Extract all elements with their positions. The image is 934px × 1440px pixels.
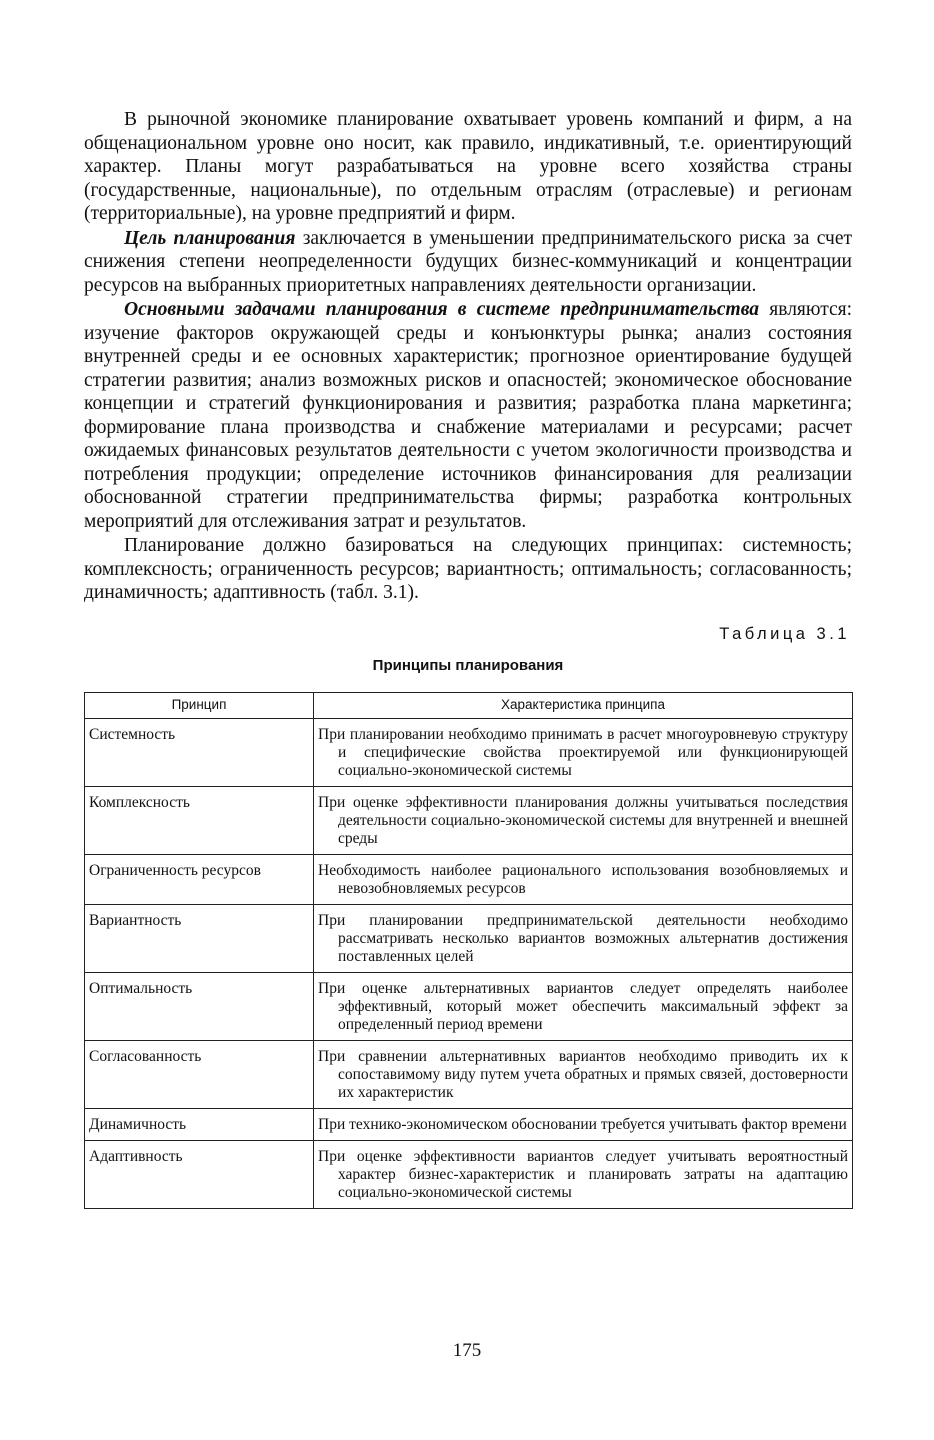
principles-table [84,692,853,1209]
table-row [85,718,853,786]
principle-cell: Вариантность [85,904,314,972]
paragraph-text: В рыночной экономике планирование охватывает уровень компаний и фирм, а на общенациональном уровне оно носит, как правило, индикативный, т.е. ориентирующий характер. Планы могут разрабатываться на уровне всего хозяйства страны (государственные, национальные), по отдельным отраслям (отраслевые) и регионам (территориальные), на уровне предприятий и фирм. [84,109,852,224]
characteristic-cell: При планировании необходимо принимать в расчет многоуровневую структуру и специфические свойства проектируемой или функционирующей социально-экономической системы [314,718,853,786]
characteristic-cell: При оценке эффективности планирования должны учитываться последствия деятельности социально-экономической системы для внутренней и внешней среды [314,786,853,854]
principle-cell: Системность [85,718,314,786]
table-row [85,904,853,972]
table-header-row [85,692,853,718]
table-number: Таблица 3.1 [719,624,850,643]
table-header [85,692,853,718]
paragraph-lead-term: Цель планирования [124,227,296,249]
paragraph-planning-goal [84,227,852,298]
table-title: Принципы планирования [372,656,564,674]
paragraph-market-planning [84,108,852,226]
principle-cell: Ограниченность ресурсов [85,854,314,904]
page-body [84,108,852,1209]
table-row [85,1108,853,1140]
paragraph-text: заключается в уменьшении предпринимательского риска за счет снижения степени неопределенности будущих бизнес-коммуникаций и концентрации ресурсов на выбранных приоритетных направлениях деятельности организации. [84,227,852,296]
table-row [85,786,853,854]
characteristic-cell: При сравнении альтернативных вариантов необходимо приводить их к сопоставимому виду путем учета обратных и прямых связей, достоверности их характеристик [314,1040,853,1108]
principle-cell: Согласованность [85,1040,314,1108]
page-number: 175 [452,1340,482,1361]
paragraph-planning-principles [84,534,852,605]
table-body [85,718,853,1208]
column-header-characteristic: Характеристика принципа [314,692,853,718]
table-row [85,972,853,1040]
principle-cell: Адаптивность [85,1140,314,1208]
characteristic-cell: При планировании предпринимательской деятельности необходимо рассматривать несколько вариантов возможных альтернатив достижения поставленных целей [314,904,853,972]
paragraph-lead-term: Основными задачами планирования в системе предпринимательства [124,299,760,320]
table-row [85,1140,853,1208]
characteristic-cell: При оценке альтернативных вариантов следует определять наиболее эффективный, который может обеспечить максимальный эффект за определенный период времени [314,972,853,1040]
characteristic-cell: Необходимость наиболее рационального использования возобновляемых и невозобновляемых ресурсов [314,854,853,904]
column-header-principle: Принцип [85,692,314,718]
paragraph-text: являются: изучение факторов окружающей среды и конъюнктуры рынка; анализ состояния внутренней среды и ее основных характеристик; прогнозное ориентирование будущей стратегии развития; анализ возможных рисков и опасностей; экономическое обоснование концепции и стратегий функционирования и развития; разработка плана маркетинга; формирование плана производства и снабжение материалами и ресурсами; расчет ожидаемых финансовых результатов деятельности с учетом экологичности производства и потребления продукции; определение источников финансирования для реализации обоснованной стратегии предпринимательства фирмы; разработка контрольных мероприятий для отслеживания затрат и результатов. [84,299,853,532]
characteristic-cell: При технико-экономическом обосновании требуется учитывать фактор времени [314,1108,853,1140]
table-row [85,854,853,904]
principle-cell: Оптимальность [85,972,314,1040]
paragraph-text: Планирование должно базироваться на следующих принципах: системность; комплексность; ограниченность ресурсов; вариантность; оптимальность; согласованность; динамичность; адаптивность (табл. 3.1). [84,535,852,603]
principle-cell: Комплексность [85,786,314,854]
principle-cell: Динамичность [85,1108,314,1140]
paragraph-planning-tasks [84,298,852,533]
characteristic-cell: При оценке эффективности вариантов следует учитывать вероятностный характер бизнес-характеристик и планировать затраты на адаптацию социально-экономической системы [314,1140,853,1208]
table-row [85,1040,853,1108]
